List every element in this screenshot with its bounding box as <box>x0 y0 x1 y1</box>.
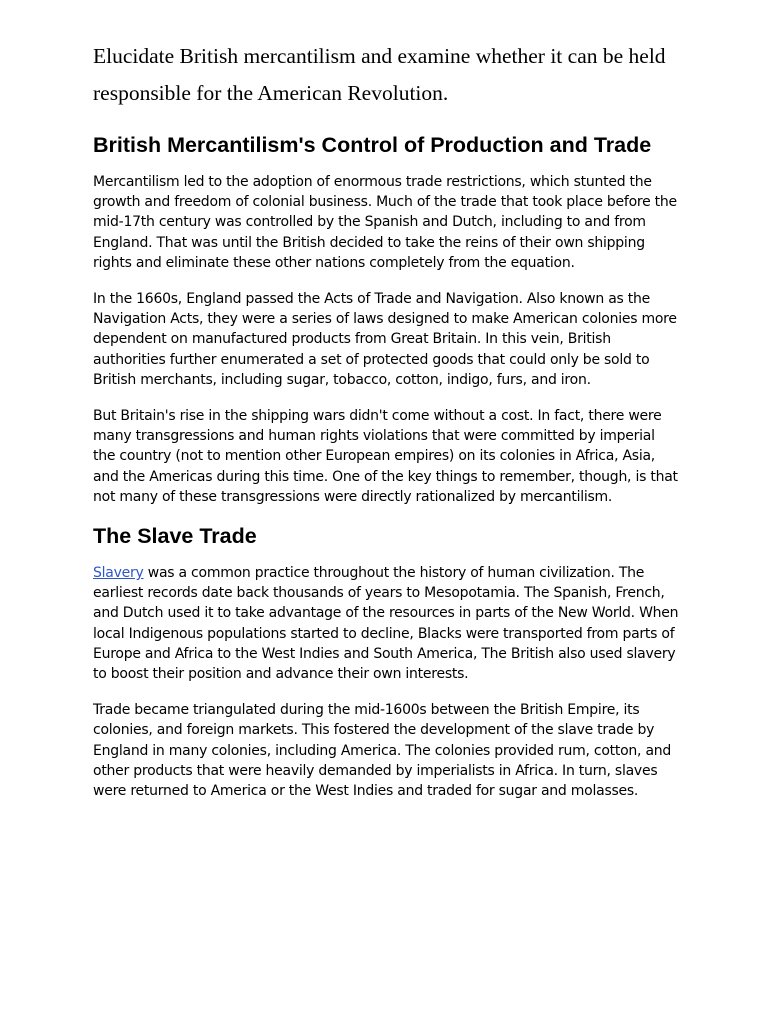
slavery-link[interactable]: Slavery <box>93 565 144 582</box>
paragraph-shipping-wars-cost: But Britain's rise in the shipping wars didn't come without a cost. In fact, there were many transgressions and human rights violations that were committed by imperial the country (not to mention other European empires) on its colonies in Africa, Asia, and the Americas during this time. One of the key things to remember, though, is that not many of these transgressions were directly rationalized by mercantilism. <box>93 408 678 505</box>
section-heading-slave-trade: The Slave Trade <box>93 524 257 549</box>
paragraph-navigation-acts: In the 1660s, England passed the Acts of Trade and Navigation. Also known as the Navigation Acts, they were a series of laws designed to make American colonies more dependent on manufactured products from Great Britain. In this vein, British authorities further enumerated a set of protected goods that could only be sold to British merchants, including sugar, tobacco, cotton, indigo, furs, and iron. <box>93 291 677 388</box>
section-heading-mercantilism: British Mercantilism's Control of Production and Trade <box>93 133 652 157</box>
essay-prompt: Elucidate British mercantilism and examine whether it can be held responsible for the American Revolution. <box>93 44 666 105</box>
paragraph-trade-restrictions: Mercantilism led to the adoption of enormous trade restrictions, which stunted the growth and freedom of colonial business. Much of the trade that took place before the mid-17th century was controlled by the Spanish and Dutch, including to and from England. That was until the British decided to take the reins of their own shipping rights and eliminate these other nations completely from the equation. <box>93 174 677 271</box>
document-page <box>93 38 681 817</box>
paragraph-slavery-history-text: was a common practice throughout the history of human civilization. The earliest records date back thousands of years to Mesopotamia. The Spanish, French, and Dutch used it to take advantage of the resources in parts of the New World. When local Indigenous populations started to decline, Blacks were transported from parts of Europe and Africa to the West Indies and South America, The British also used slavery to boost their position and advance their own interests. <box>93 565 679 683</box>
paragraph-triangular-trade: Trade became triangulated during the mid-1600s between the British Empire, its colonies, and foreign markets. This fostered the development of the slave trade by England in many colonies, including America. The colonies provided rum, cotton, and other products that were heavily demanded by imperialists in Africa. In turn, slaves were returned to America or the West Indies and traded for sugar and molasses. <box>93 702 672 800</box>
paragraph-slavery-history <box>93 563 681 684</box>
